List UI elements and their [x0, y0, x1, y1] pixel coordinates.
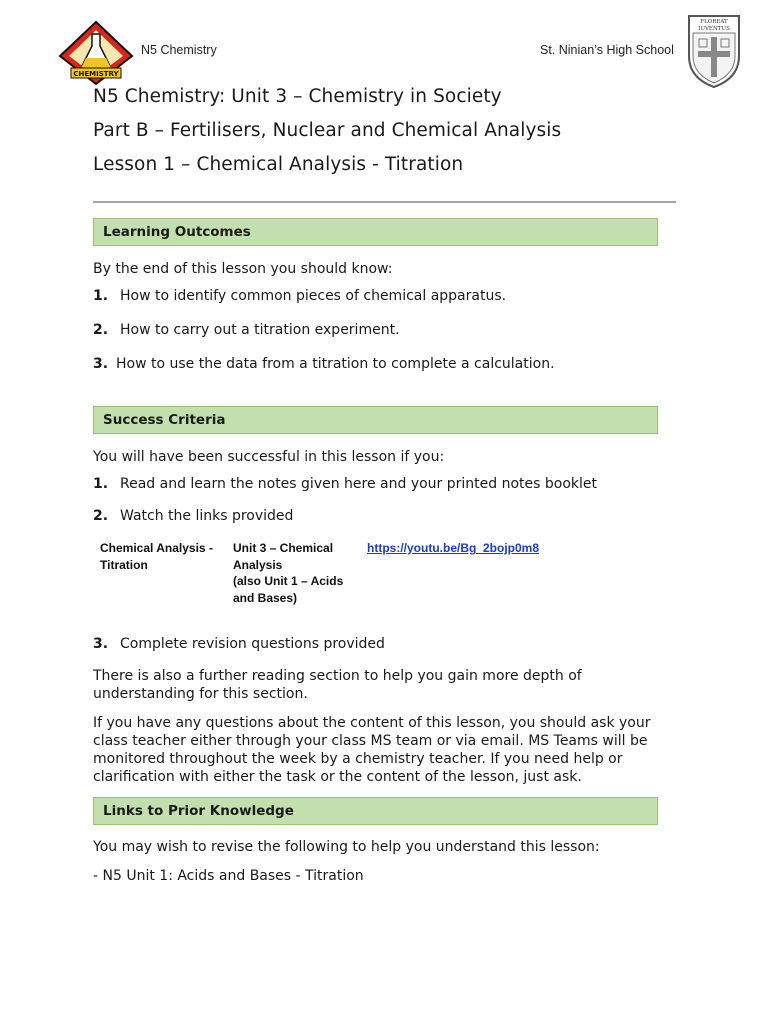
header-school: St. Ninian’s High School	[540, 43, 674, 57]
unit-line: Unit 3 – Chemical	[233, 541, 334, 555]
prior-knowledge-intro: You may wish to revise the following to help you understand this lesson:	[93, 839, 600, 855]
logo-text: CHEMISTRY	[73, 70, 119, 78]
crest-motto-bottom: IUVENTUS	[698, 26, 730, 32]
outcome-item: How to carry out a titration experiment.	[120, 322, 400, 338]
outcome-item: How to identify common pieces of chemical apparatus.	[120, 288, 507, 304]
unit-line: Analysis	[233, 557, 283, 572]
unit-line: and Bases)	[233, 590, 298, 605]
prior-knowledge-label: Links to Prior Knowledge	[103, 803, 294, 819]
header-course: N5 Chemistry	[141, 43, 217, 57]
criteria-item: Complete revision questions provided	[120, 636, 385, 652]
topic-line: Titration	[100, 557, 148, 572]
youtube-link[interactable]: https://youtu.be/Bg_2bojp0m8	[367, 541, 540, 555]
criteria-item: Watch the links provided	[120, 508, 294, 524]
title-divider	[93, 201, 676, 203]
outcome-number: 2.	[93, 322, 109, 338]
criteria-number: 3.	[93, 636, 109, 652]
outcome-number: 3.	[93, 356, 109, 372]
learning-outcomes-intro: By the end of this lesson you should know:	[93, 261, 393, 277]
further-reading-text: There is also a further reading section to help you gain more depth of understanding for this section.	[93, 668, 582, 702]
prior-knowledge-item: - N5 Unit 1: Acids and Bases - Titration	[93, 868, 364, 884]
part-title: Part B – Fertilisers, Nuclear and Chemical Analysis	[93, 120, 562, 141]
success-criteria-heading	[93, 406, 658, 434]
success-criteria-intro: You will have been successful in this lesson if you:	[93, 449, 445, 465]
school-crest	[686, 13, 742, 89]
lesson-title: Lesson 1 – Chemical Analysis - Titration	[93, 154, 464, 175]
outcome-number: 1.	[93, 288, 109, 304]
topic-line: Chemical Analysis -	[100, 541, 213, 555]
links-table-topic	[100, 540, 213, 573]
unit-title: N5 Chemistry: Unit 3 – Chemistry in Society	[93, 86, 502, 107]
outcome-item: How to use the data from a titration to complete a calculation.	[116, 356, 555, 372]
criteria-item: Read and learn the notes given here and your printed notes booklet	[120, 476, 598, 492]
unit-line: (also Unit 1 – Acids	[233, 574, 344, 588]
success-criteria-label: Success Criteria	[103, 412, 226, 428]
criteria-number: 2.	[93, 508, 109, 524]
links-table-unit	[233, 540, 343, 606]
chemistry-logo	[58, 20, 134, 86]
learning-outcomes-label: Learning Outcomes	[103, 224, 251, 240]
learning-outcomes-heading	[93, 218, 658, 246]
crest-motto-top: FLOREAT	[700, 19, 728, 25]
criteria-number: 1.	[93, 476, 109, 492]
questions-text: If you have any questions about the content of this lesson, you should ask your class teacher either through your class MS team or via email. MS Teams will be monitored throughout the week by a chemistry teacher. If you need help or clarification with either the task or the content of the lesson, just ask.	[93, 715, 651, 785]
prior-knowledge-heading	[93, 797, 658, 825]
